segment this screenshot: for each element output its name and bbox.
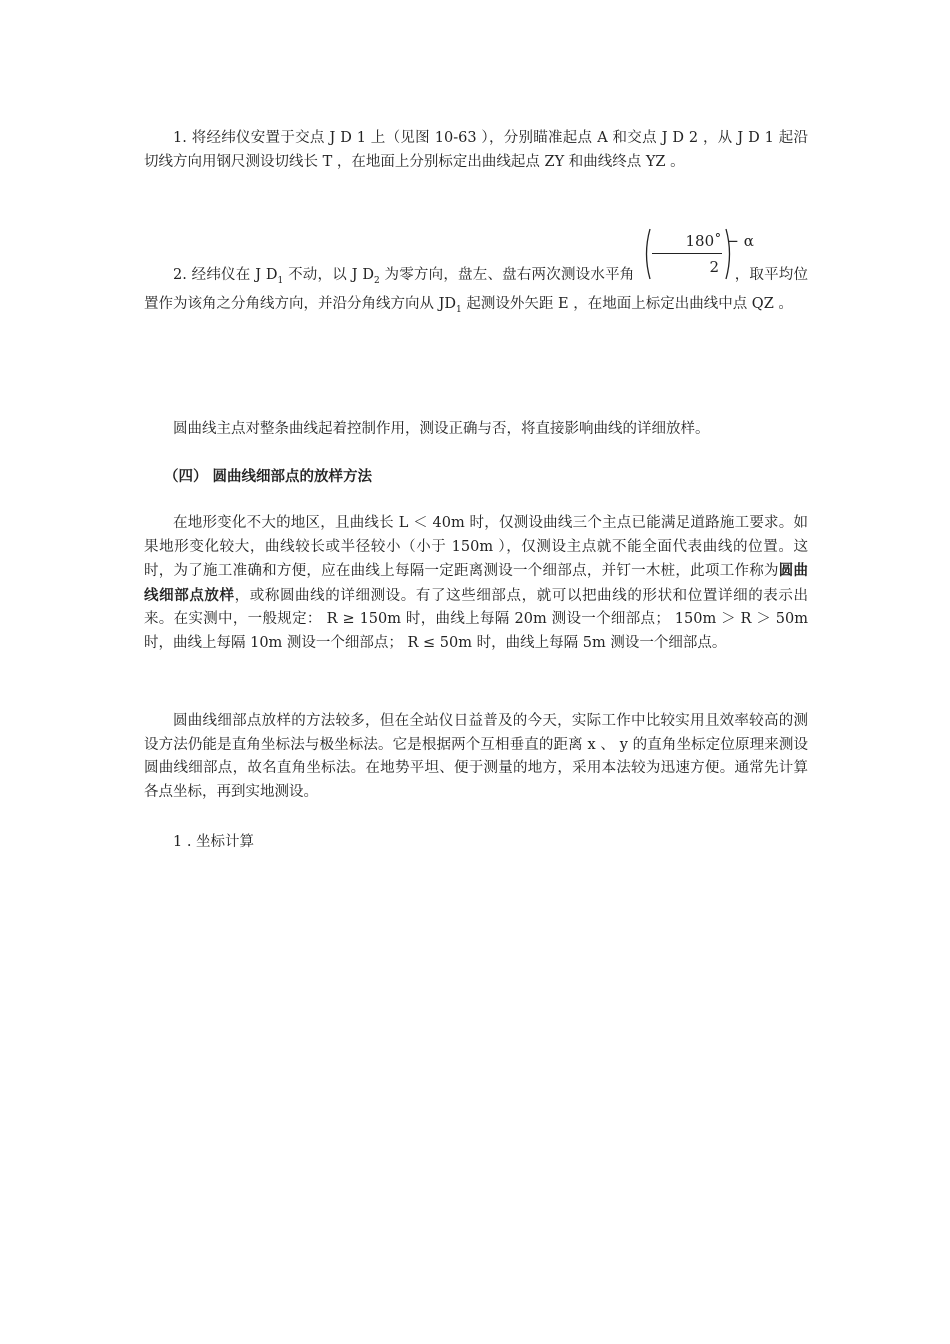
step2-text-b: 不动，以 J D bbox=[283, 267, 374, 283]
paragraph-methods: 圆曲线细部点放样的方法较多，但在全站仪日益普及的今天，实际工作中比较实用且效率较高的测设方法仍能是直角坐标法与极坐标法。它是根据两个互相垂直的距离 x 、 y 的直角坐标定位原理来测设圆曲线细部点，故名直角坐标法。在地势平坦、便于测量的地方，采用本法较为迅速方便。通常先计算各点坐标，再到实地测设。 bbox=[144, 713, 808, 800]
angle-formula bbox=[642, 226, 754, 282]
subscript-1: 1 bbox=[277, 275, 284, 286]
section-heading: （四） 圆曲线细部点的放样方法 bbox=[164, 468, 373, 485]
paragraph-detail-points bbox=[144, 512, 808, 655]
detail-bold-term: 圆曲线细部点放样 bbox=[144, 562, 808, 604]
step2-text-a: 2. 经纬仪在 J D bbox=[173, 267, 278, 283]
formula-numerator: 180˚ − α bbox=[685, 232, 754, 250]
step2-text-c: 为零方向，盘左、盘右两次测设水平角 bbox=[379, 267, 635, 283]
detail-text-b: ，或称圆曲线的详细测设。有了这些细部点，就可以把曲线的形状和位置详细的表示出来。在实测中，一般规定： R ≥ 150m 时，曲线上每隔 20m 测设一个细部点； 150m ＞ R ＞ 50m 时，曲线上每隔 10m 测设一个细部点； R ≤ 50m 时，曲线上每隔 5m 测设一个细部点。 bbox=[144, 587, 809, 651]
subheading-coordinate-calc: 1 . 坐标计算 bbox=[173, 834, 255, 850]
formula-denominator: 2 bbox=[709, 258, 720, 276]
fraction-bar bbox=[652, 253, 722, 254]
subscript-3: 1 bbox=[456, 305, 462, 316]
step2-text-d: ，取平均位置作为该角之分角线方向，并沿分角线方向从 JD bbox=[144, 267, 809, 313]
paragraph-step-1: 1. 将经纬仪安置于交点 J D 1 上（见图 10-63 ），分别瞄准起点 A 和交点 J D 2 ，从 J D 1 起沿切线方向用钢尺测设切线长 T ，在地面上分别标定出曲线起点 ZY 和曲线终点 YZ 。 bbox=[144, 130, 808, 170]
step2-text-e: 起测设外矢距 E ，在地面上标定出曲线中点 QZ 。 bbox=[461, 296, 793, 313]
subscript-2: 2 bbox=[373, 275, 380, 286]
paragraph-main-points: 圆曲线主点对整条曲线起着控制作用，测设正确与否，将直接影响曲线的详细放样。 bbox=[173, 421, 710, 437]
detail-text-a: 在地形变化不大的地区，且曲线长 L ＜ 40m 时，仅测设曲线三个主点已能满足道路施工要求。如果地形变化较大，曲线较长或半径较小（小于 150m ），仅测设主点就不能全面代表曲线的位置。这时，为了施工准确和方便，应在曲线上每隔一定距离测设一个细部点，并钉一木桩，此项工作称为 bbox=[144, 515, 808, 579]
